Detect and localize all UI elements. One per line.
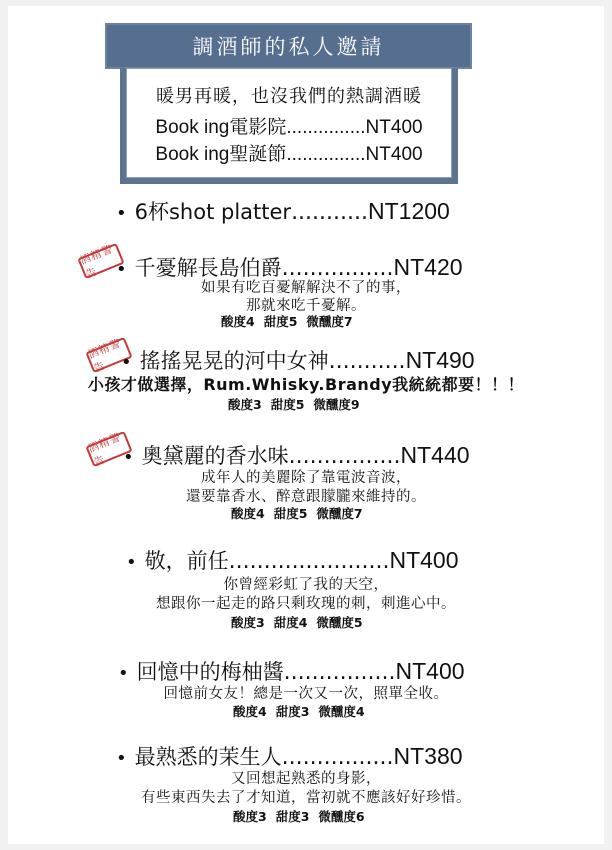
tipsy-level: 微醺度7 bbox=[316, 506, 363, 521]
item-description-line: 又回想起熟悉的身影， bbox=[231, 771, 381, 787]
item-taste-profile bbox=[233, 807, 374, 825]
bullet: • bbox=[121, 352, 132, 373]
bullet: • bbox=[126, 552, 137, 573]
item-taste-profile bbox=[221, 312, 362, 330]
bullet: • bbox=[116, 748, 127, 769]
sweet-level: 甜度4 bbox=[273, 615, 308, 630]
item-taste-profile bbox=[228, 395, 369, 413]
item-name: 敬，前任 bbox=[144, 549, 229, 573]
item-name: 回憶中的梅柚醬 bbox=[136, 660, 284, 684]
title-text: 調酒師的私人邀請 bbox=[192, 35, 385, 59]
tipsy-level: 微醺度7 bbox=[306, 314, 353, 329]
item-description-line: 小孩才做選擇，Rum.Whisky.Brandy我統統都要！！！ bbox=[87, 375, 525, 394]
item-dots: ........... bbox=[291, 200, 368, 225]
item-dots: ................ bbox=[281, 745, 394, 770]
sweet-level: 甜度5 bbox=[270, 397, 305, 412]
promo-box bbox=[120, 68, 458, 184]
item-price: NT1200 bbox=[368, 198, 450, 224]
item-description-line: 還要靠香水、醉意跟朦朧來維持的。 bbox=[186, 489, 426, 505]
item-description-line: 那就來吃千憂解。 bbox=[246, 298, 366, 314]
sour-level: 酸度3 bbox=[233, 809, 267, 824]
tipsy-level: 微醺度9 bbox=[313, 397, 360, 412]
bullet: • bbox=[123, 447, 134, 468]
sweet-level: 甜度3 bbox=[275, 809, 310, 824]
item-taste-profile bbox=[231, 504, 372, 522]
special-booking-cinema: Book ing電影院...............NT400 bbox=[155, 117, 423, 138]
item-description-line: 有些東西失去了才知道，當初就不應該好好珍惜。 bbox=[141, 790, 471, 806]
sour-level: 酸度4 bbox=[221, 314, 255, 329]
bullet: • bbox=[116, 203, 127, 224]
item-price: NT490 bbox=[405, 347, 475, 373]
sweet-level: 甜度5 bbox=[273, 506, 308, 521]
item-description-line: 想跟你一起走的路只剩玫瑰的刺，刺進心中。 bbox=[156, 596, 456, 612]
item-taste-profile bbox=[231, 613, 372, 631]
item-name: 奧黛麗的香水味 bbox=[141, 444, 289, 468]
item-title bbox=[121, 345, 475, 375]
item-description-line: 你曾經彩虹了我的天空， bbox=[223, 577, 389, 593]
item-name: 搖搖晃晃的河中女神 bbox=[139, 349, 329, 373]
tipsy-level: 微醺度4 bbox=[318, 704, 365, 719]
page-title bbox=[105, 23, 472, 69]
bullet: • bbox=[118, 663, 129, 684]
special-booking-christmas: Book ing聖誕節...............NT400 bbox=[155, 144, 423, 165]
item-name: 最熟悉的茉生人 bbox=[134, 745, 282, 769]
item-dots: ................ bbox=[283, 660, 396, 685]
alcohol-warning-stamp: 酒精警告 bbox=[85, 337, 132, 373]
item-dots: ........... bbox=[328, 349, 406, 374]
item-price: NT420 bbox=[393, 254, 463, 280]
sour-level: 酸度4 bbox=[231, 506, 265, 521]
promo-headline: 暖男再暖，也沒我們的熱調酒暖 bbox=[156, 86, 422, 107]
item-price: NT400 bbox=[389, 547, 459, 573]
sour-level: 酸度3 bbox=[228, 397, 262, 412]
tipsy-level: 微醺度5 bbox=[316, 615, 363, 630]
alcohol-warning-stamp: 酒精警告 bbox=[77, 243, 124, 279]
item-price: NT440 bbox=[400, 442, 470, 468]
sour-level: 酸度3 bbox=[231, 615, 265, 630]
tipsy-level: 微醺度6 bbox=[318, 809, 365, 824]
item-description-line: 回憶前女友！總是一次又一次，照單全收。 bbox=[163, 686, 449, 702]
item-price: NT380 bbox=[393, 743, 463, 769]
sour-level: 酸度4 bbox=[233, 704, 267, 719]
bullet: • bbox=[116, 259, 127, 280]
item-description-line: 成年人的美麗除了靠電波音波， bbox=[201, 470, 411, 486]
menu-page bbox=[8, 6, 604, 844]
item-name: 6杯shot platter bbox=[134, 200, 292, 224]
sweet-level: 甜度3 bbox=[275, 704, 310, 719]
item-price: NT400 bbox=[395, 658, 465, 684]
item-dots: ................ bbox=[288, 444, 401, 469]
item-dots: ....................... bbox=[228, 549, 390, 574]
alcohol-warning-stamp: 酒精警告 bbox=[85, 431, 132, 467]
sweet-level: 甜度5 bbox=[263, 314, 298, 329]
item-description-line: 如果有吃百憂解解決不了的事， bbox=[201, 280, 411, 296]
item-title bbox=[116, 196, 450, 226]
item-taste-profile bbox=[233, 702, 374, 720]
item-dots: ................ bbox=[281, 256, 394, 281]
item-title bbox=[126, 545, 459, 575]
item-name: 千憂解長島伯爵 bbox=[134, 256, 282, 280]
